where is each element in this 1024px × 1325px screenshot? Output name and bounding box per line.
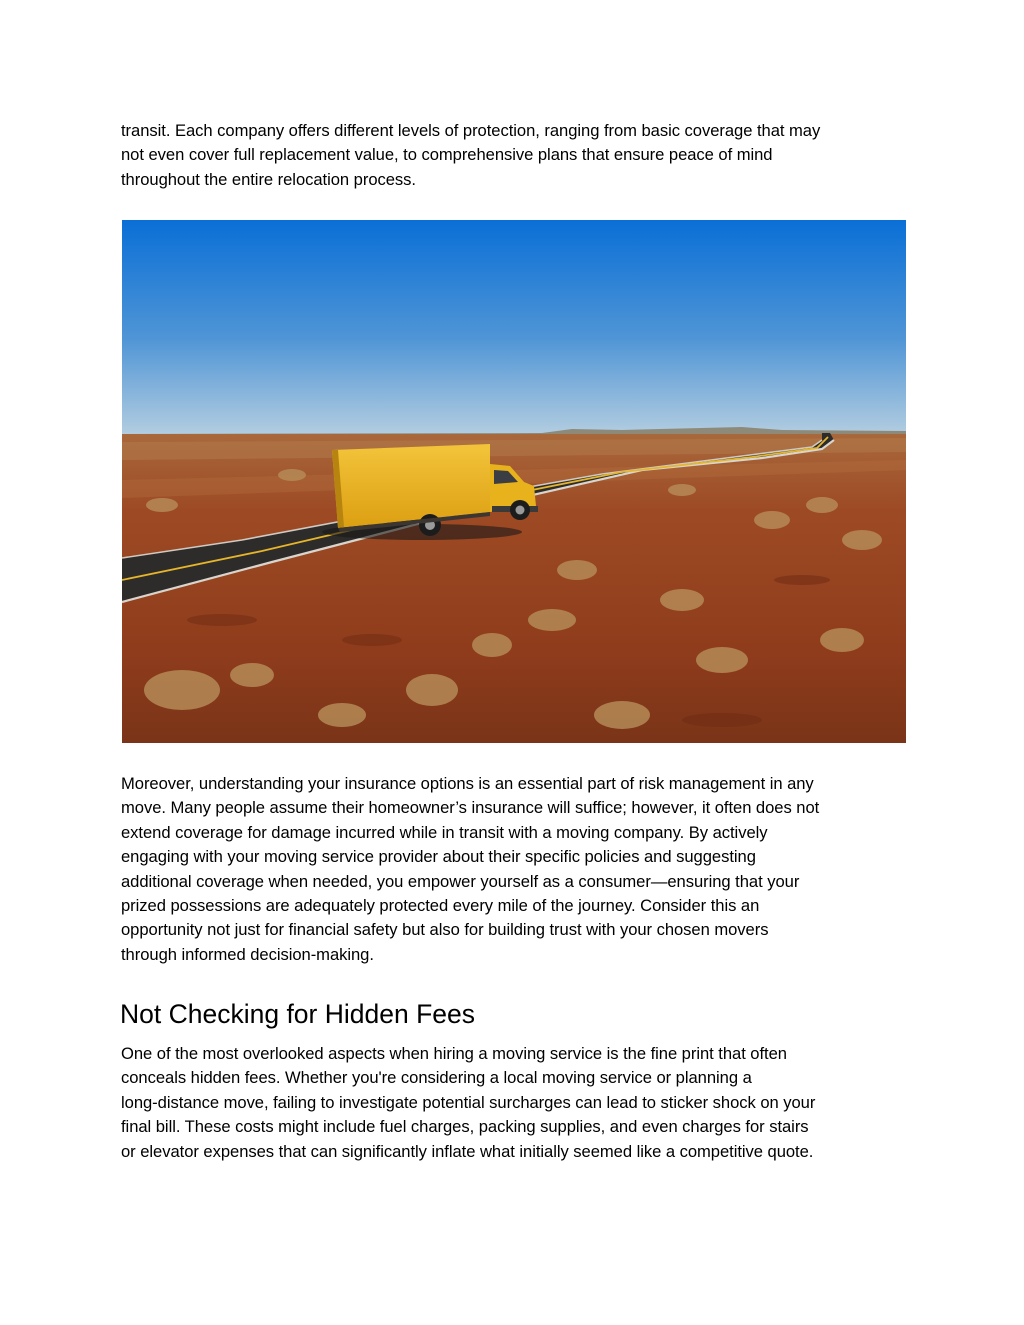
text-line: prized possessions are adequately protected every mile of the journey. Consider this an bbox=[121, 896, 760, 916]
text-line: not even cover full replacement value, to comprehensive plans that ensure peace of mind bbox=[121, 145, 773, 165]
text-line: One of the most overlooked aspects when hiring a moving service is the fine print that often bbox=[121, 1044, 787, 1063]
intro-paragraph bbox=[121, 119, 911, 192]
moving-truck-desert-photo bbox=[122, 220, 906, 743]
sky bbox=[122, 220, 906, 435]
text-line: through informed decision-making. bbox=[121, 944, 374, 964]
text-line: conceals hidden fees. Whether you're considering a local moving service or planning a bbox=[121, 1068, 752, 1088]
hidden-fees-paragraph bbox=[121, 1042, 911, 1164]
text-line: additional coverage when needed, you empower yourself as a consumer—ensuring that your bbox=[121, 871, 800, 891]
text-line: throughout the entire relocation process. bbox=[121, 169, 416, 189]
text-line: final bill. These costs might include fuel charges, packing supplies, and even charges for stairs bbox=[121, 1117, 809, 1137]
text-line: or elevator expenses that can significantly inflate what initially seemed like a competitive quote. bbox=[121, 1141, 814, 1161]
text-line: opportunity not just for financial safety but also for building trust with your chosen movers bbox=[121, 920, 769, 940]
insurance-paragraph bbox=[121, 772, 911, 967]
section-heading: Not Checking for Hidden Fees bbox=[120, 999, 475, 1029]
photo-illustration bbox=[122, 220, 906, 743]
text-line: move. Many people assume their homeowner’s insurance will suffice; however, it often does not bbox=[121, 798, 820, 818]
text-line: Moreover, understanding your insurance options is an essential part of risk management in any bbox=[121, 774, 814, 793]
text-line: engaging with your moving service provider about their specific policies and suggesting bbox=[121, 847, 756, 867]
text-line: long-distance move, failing to investigate potential surcharges can lead to sticker shock on your bbox=[121, 1092, 816, 1112]
text-line: transit. Each company offers different levels of protection, ranging from basic coverage that may bbox=[121, 121, 821, 140]
text-line: extend coverage for damage incurred while in transit with a moving company. By actively bbox=[121, 822, 768, 842]
